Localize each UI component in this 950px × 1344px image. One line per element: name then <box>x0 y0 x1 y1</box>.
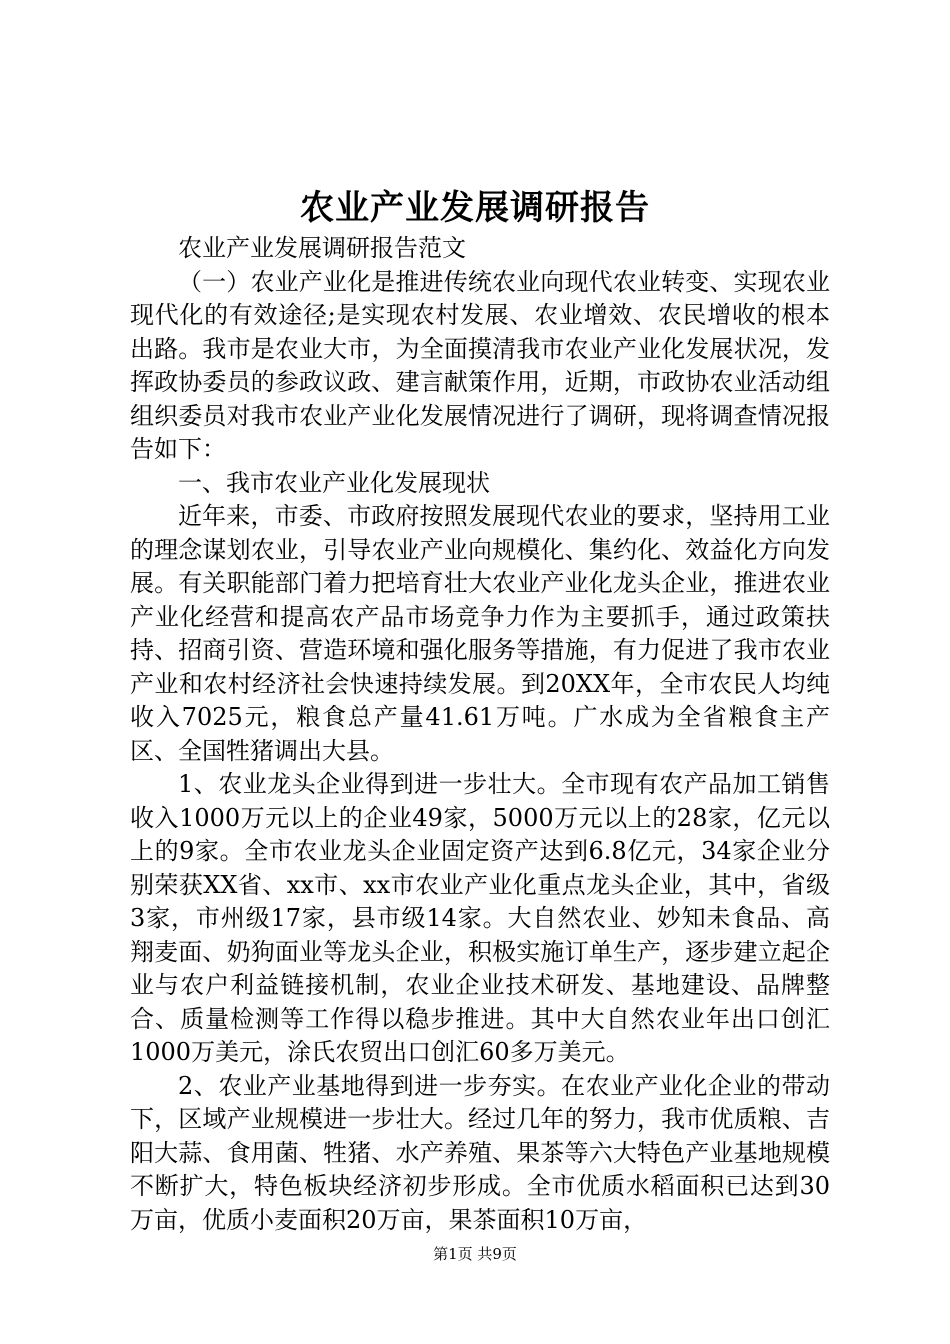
document-body <box>130 232 830 1237</box>
section-heading: 一、我市农业产业化发展现状 <box>178 468 490 497</box>
document-title: 农业产业发展调研报告 <box>300 188 650 228</box>
paragraph-intro: （一）农业产业化是推进传统农业向现代农业转变、实现农业现代化的有效途径;是实现农村发展、农业增效、农民增收的根本出路。我市是农业大市，为全面摸清我市农业产业化发展状况，发挥政协委员的参政议政、建言献策作用，近期，市政协农业活动组组织委员对我市农业产业化发展情况进行了调研，现将调查情况报告如下： <box>130 267 830 463</box>
page-footer: 第1页 共9页 <box>433 1245 517 1263</box>
paragraph-item-1: 1、农业龙头企业得到进一步壮大。全市现有农产品加工销售收入1000万元以上的企业49家，5000万元以上的28家，亿元以上的9家。全市农业龙头企业固定资产达到6.8亿元，34家企业分别荣获XX省、xx市、xx市农业产业化重点龙头企业，其中，省级3家，市州级17家，县市级14家。大自然农业、妙知未食品、高翔麦面、奶狗面业等龙头企业，积极实施订单生产，逐步建立起企业与农户利益链接机制，农业企业技术研发、基地建设、品牌整合、质量检测等工作得以稳步推进。其中大自然农业年出口创汇1000万美元，涂氏农贸出口创汇60多万美元。 <box>130 770 830 1066</box>
paragraph-subtitle: 农业产业发展调研报告范文 <box>178 234 466 262</box>
paragraph-overview: 近年来，市委、市政府按照发展现代农业的要求，坚持用工业的理念谋划农业，引导农业产业向规模化、集约化、效益化方向发展。有关职能部门着力把培育壮大农业产业化龙头企业，推进农业产业化经营和提高农产品市场竞争力作为主要抓手，通过政策扶持、招商引资、营造环境和强化服务等措施，有力促进了我市农业产业和农村经济社会快速持续发展。到20XX年，全市农民人均纯收入7025元，粮食总产量41.61万吨。广水成为全省粮食主产区、全国牲猪调出大县。 <box>130 502 830 765</box>
paragraph-item-2: 2、农业产业基地得到进一步夯实。在农业产业化企业的带动下，区域产业规模进一步壮大。经过几年的努力，我市优质粮、吉阳大蒜、食用菌、牲猪、水产养殖、果茶等六大特色产业基地规模不断扩大，特色板块经济初步形成。全市优质水稻面积已达到30万亩，优质小麦面积20万亩，果茶面积10万亩， <box>130 1071 830 1234</box>
